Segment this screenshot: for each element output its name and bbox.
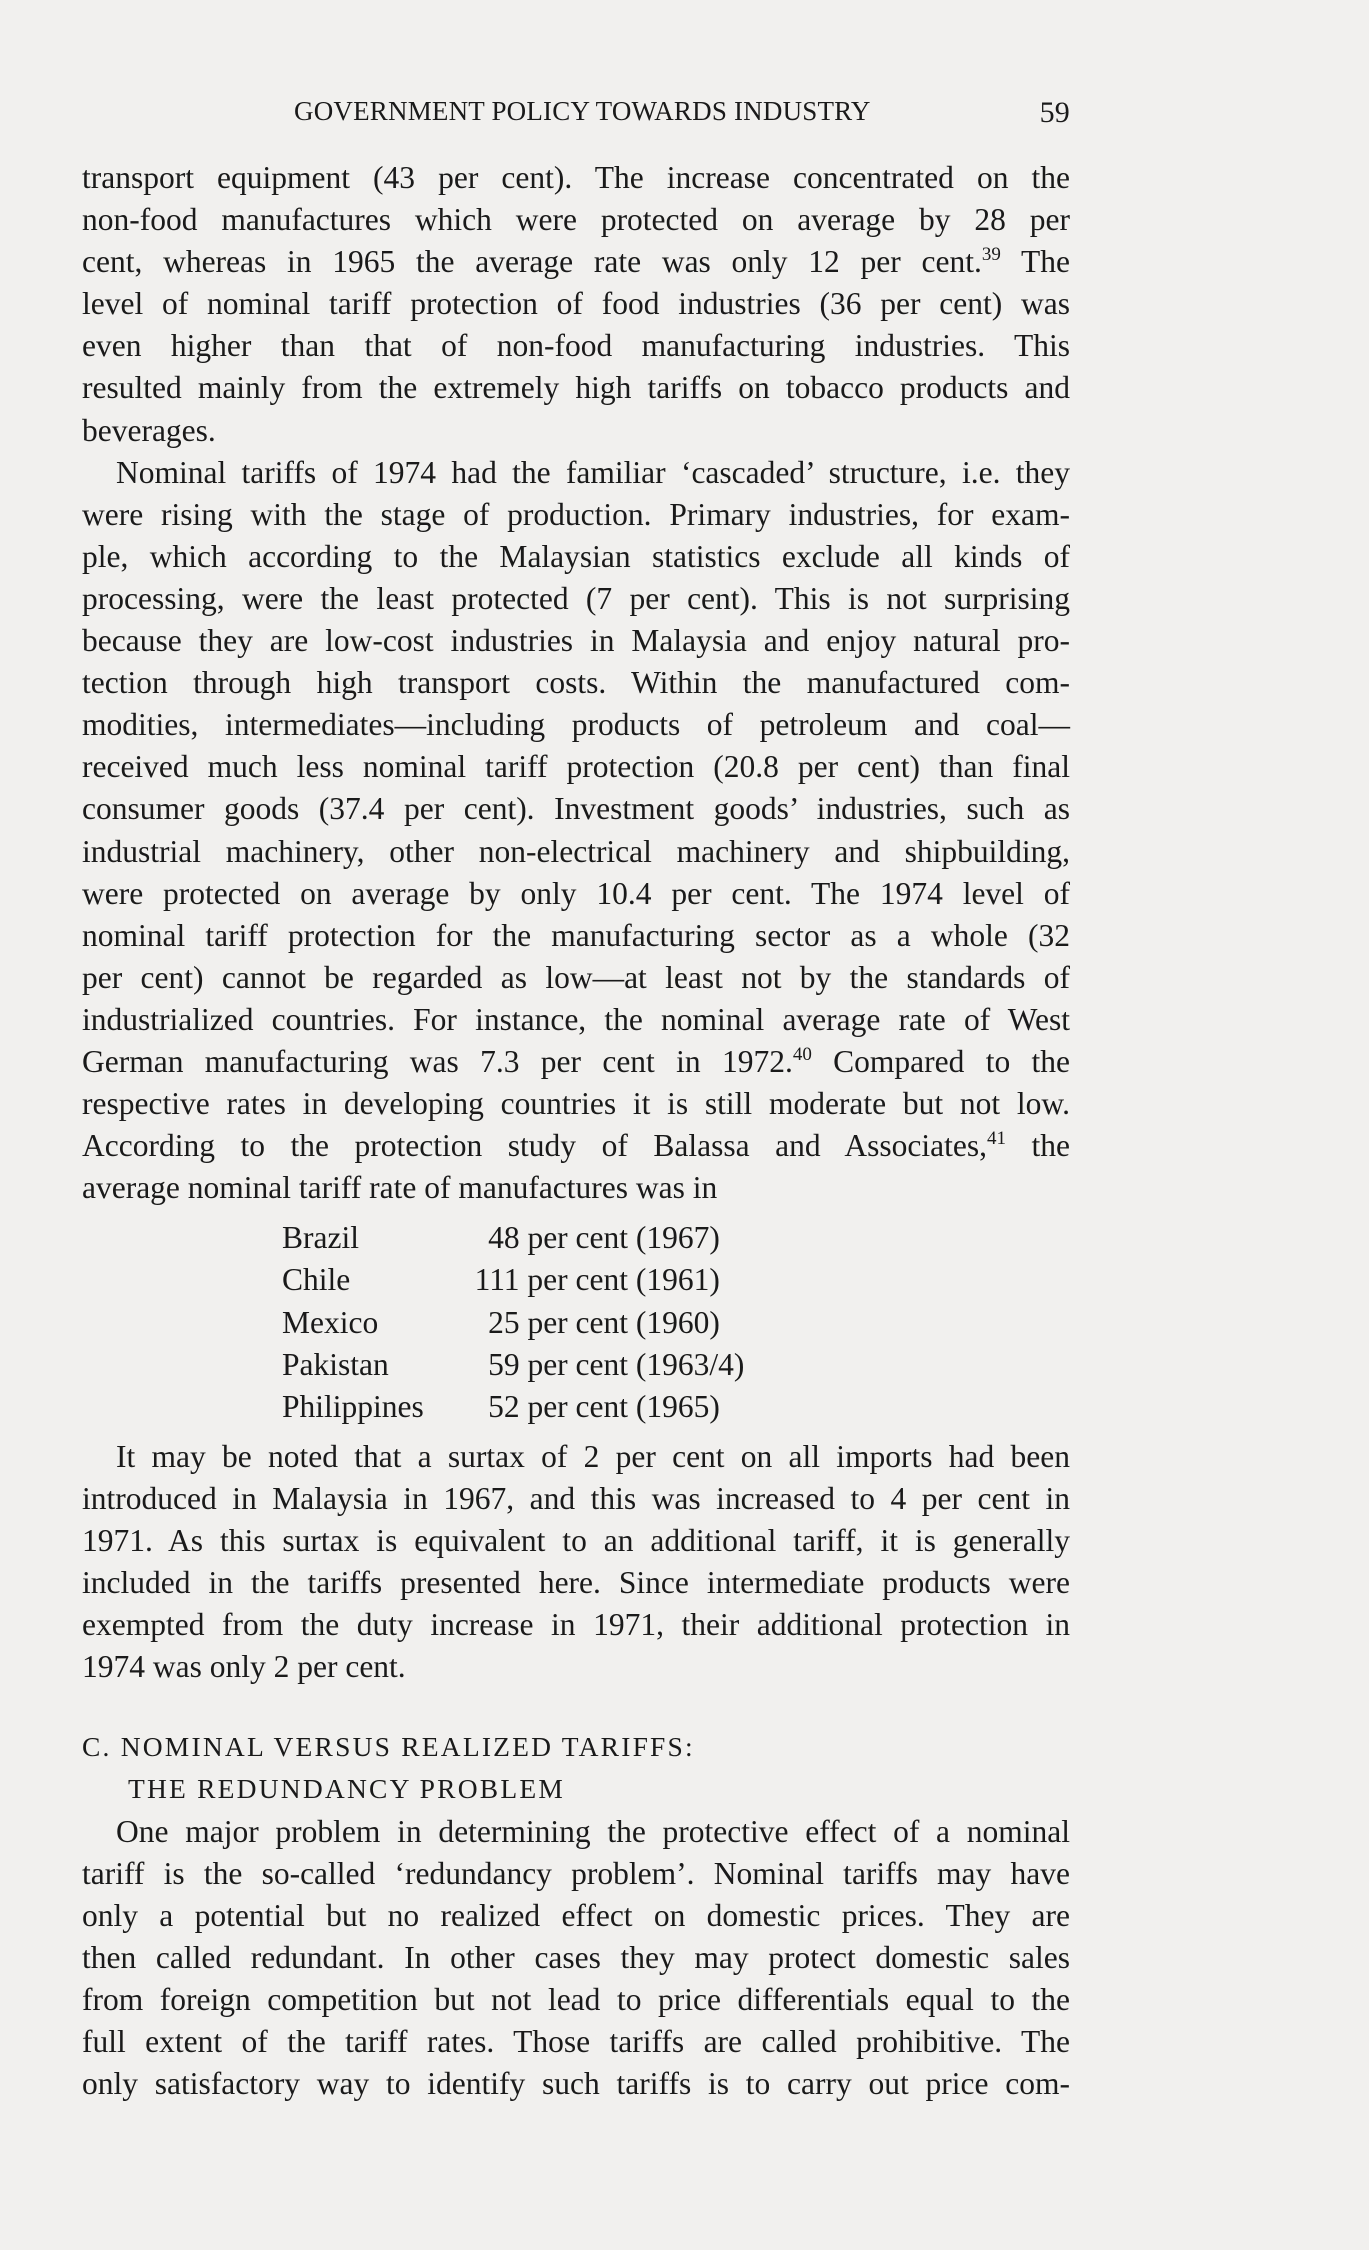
text-line: exempted from the duty increase in 1971, their additional protection in <box>82 1607 1070 1643</box>
text-line: One major problem in determining the protective effect of a nominal <box>116 1813 1070 1849</box>
paragraph-4 <box>82 1811 1070 2106</box>
text-line: German manufacturing was 7.3 per cent in 1972.40 Compared to the <box>82 1043 1070 1079</box>
year-cell: (1963/4) <box>635 1346 745 1382</box>
text-line: 1971. As this surtax is equivalent to an additional tariff, it is generally <box>82 1523 1070 1558</box>
text-line: average nominal tariff rate of manufactures was in <box>82 1170 718 1206</box>
text-line: resulted mainly from the extremely high tariffs on tobacco products and <box>82 370 1070 406</box>
spacer <box>82 1209 1070 1217</box>
country-cell: Brazil <box>282 1220 359 1256</box>
paragraph-2 <box>82 452 1070 1210</box>
country-cell: Mexico <box>282 1304 379 1340</box>
text-line: consumer goods (37.4 per cent). Investment goods’ industries, such as <box>82 791 1070 827</box>
year-cell: (1967) <box>635 1220 720 1256</box>
text-line: non-food manufactures which were protected on average by 28 per <box>82 202 1070 238</box>
text-line: modities, intermediates—including products of petroleum and coal— <box>82 707 1070 743</box>
country-cell: Pakistan <box>282 1346 389 1382</box>
text-line: respective rates in developing countries it is still moderate but not low. <box>82 1086 1070 1122</box>
text-line: only a potential but no realized effect on domestic prices. They are <box>82 1897 1070 1933</box>
tariff-comparison-table <box>82 1217 1070 1427</box>
text-line: industrial machinery, other non-electrical machinery and shipbuilding, <box>82 833 1070 869</box>
footnote-ref-40[interactable]: 40 <box>792 1043 812 1065</box>
body-text <box>82 157 1070 2105</box>
text-line: 1974 was only 2 per cent. <box>82 1649 406 1685</box>
text-line: tariff is the so-called ‘redundancy problem’. Nominal tariffs may have <box>82 1855 1070 1891</box>
text-line: even higher than that of non-food manufacturing industries. This <box>82 328 1070 364</box>
footnote-ref-39[interactable]: 39 <box>981 244 1001 266</box>
text-line: tection through high transport costs. Within the manufactured com- <box>82 665 1070 701</box>
table-row: Mexico 25 per cent (1960) <box>82 1302 1070 1344</box>
text-line: transport equipment (43 per cent). The increase concentrated on the <box>82 160 1070 195</box>
table-row: Philippines 52 per cent (1965) <box>82 1386 1070 1428</box>
country-cell: Philippines <box>282 1388 424 1424</box>
paragraph-3 <box>82 1436 1070 1689</box>
text-line: It may be noted that a surtax of 2 per cent on all imports had been <box>116 1438 1070 1474</box>
spacer <box>82 1428 1070 1436</box>
text-line: from foreign competition but not lead to price differentials equal to the <box>82 1981 1070 2017</box>
spacer <box>82 1688 1070 1726</box>
table-row: Chile 111 per cent (1961) <box>82 1259 1070 1301</box>
text-line: Nominal tariffs of 1974 had the familiar ‘cascaded’ structure, i.e. they <box>116 454 1070 490</box>
footnote-ref-41[interactable]: 41 <box>986 1128 1006 1150</box>
year-cell: (1965) <box>635 1388 720 1424</box>
text-line: per cent) cannot be regarded as low—at least not by the standards of <box>82 959 1070 995</box>
text-line: cent, whereas in 1965 the average rate was only 12 per cent.$^{39}$ The <box>82 244 1071 280</box>
country-cell: Chile <box>282 1262 351 1298</box>
text-line: processing, were the least protected (7 per cent). This is not surprising <box>82 580 1070 616</box>
table-row: Brazil 48 per cent (1967) <box>82 1217 1070 1259</box>
paragraph-1 <box>82 157 1070 452</box>
section-heading-line-1: C. NOMINAL VERSUS REALIZED TARIFFS: <box>82 1731 695 1763</box>
text-line: introduced in Malaysia in 1967, and this was increased to 4 per cent in <box>82 1480 1070 1516</box>
text-line: industrialized countries. For instance, the nominal average rate of West <box>82 1001 1070 1037</box>
section-heading <box>82 1726 1070 1810</box>
text-line: then called redundant. In other cases they may protect domestic sales <box>82 1939 1070 1975</box>
year-cell: (1961) <box>635 1262 720 1298</box>
text-line: level of nominal tariff protection of food industries (36 per cent) was <box>82 286 1070 322</box>
text-line: were protected on average by only 10.4 per cent. The 1974 level of <box>82 875 1070 911</box>
text-line: because they are low-cost industries in Malaysia and enjoy natural pro- <box>82 623 1070 659</box>
text-line: nominal tariff protection for the manufacturing sector as a whole (32 <box>82 917 1070 953</box>
text-line: full extent of the tariff rates. Those tariffs are called prohibitive. The <box>82 2024 1070 2060</box>
text-line: beverages. <box>82 412 216 448</box>
section-heading-line-2: THE REDUNDANCY PROBLEM <box>128 1773 565 1805</box>
text-line: included in the tariffs presented here. Since intermediate products were <box>82 1565 1070 1601</box>
page-number: 59 <box>1039 96 1070 129</box>
running-head-title: GOVERNMENT POLICY TOWARDS INDUSTRY <box>294 96 871 126</box>
running-head <box>82 96 1070 136</box>
text-line: According to the protection study of Balassa and Associates,$^{41}$ the <box>82 1128 1071 1164</box>
text-line: were rising with the stage of production. Primary industries, for exam- <box>82 496 1070 532</box>
text-line: only satisfactory way to identify such tariffs is to carry out price com- <box>82 2066 1070 2102</box>
table-row: Pakistan 59 per cent (1963/4) <box>82 1344 1070 1386</box>
text-line: ple, which according to the Malaysian statistics exclude all kinds of <box>82 538 1070 574</box>
year-cell: (1960) <box>635 1304 720 1340</box>
text-line: received much less nominal tariff protection (20.8 per cent) than final <box>82 749 1070 785</box>
